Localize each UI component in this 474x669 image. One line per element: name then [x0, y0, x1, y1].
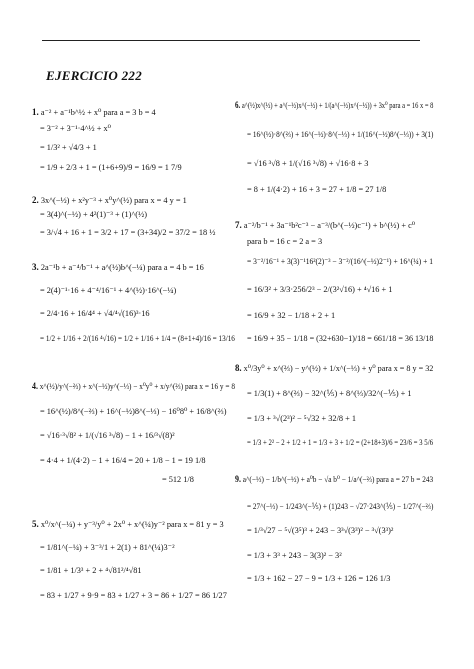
solution-step: = 16/9 + 35 − 1/18 = (32+630−1)/18 = 661/18 = 36 13/18 [247, 334, 434, 343]
solution-step: = 1/3 + 2² − 2 + 1/2 + 1 = 1/3 + 3 + 1/2 = (2+18+3)/6 = 23/6 = 3 5/6 [247, 438, 434, 447]
solution-step: = 2(4)⁻¹·16 + 4⁻⁴/16⁻¹ + 4^(½)·16^(−¼) [40, 286, 177, 295]
solution-step: = 1/3 + 3³ + 243 − 3(3)² − 3² [247, 551, 342, 560]
solution-step: = 3⁻² + 3⁻¹·4^½ + x⁰ [40, 124, 111, 133]
solution-step: = 4·4 + 1/(4·2) − 1 + 16/4 = 20 + 1/8 − 1 = 19 1/8 [40, 456, 206, 465]
solution-step: = 16/9 + 32 − 1/18 + 2 + 1 [247, 311, 336, 320]
exercise-expression: x⁰/x^(−¼) + y⁻³/y⁰ + 2x⁰ + x^(¼)y⁻² para x = 81 y = 3 [40, 520, 224, 529]
exercise-number: 4. [32, 381, 38, 391]
exercise-statement [32, 382, 235, 391]
exercise-number: 1. [32, 107, 39, 117]
solution-step: = 1/3 + 162 − 27 − 9 = 1/3 + 126 = 126 1/3 [247, 574, 391, 583]
solution-step: = 16/3² + 3/3·256/2³ − 2/(3²√16) + ⁴√16 + 1 [247, 285, 393, 294]
solution-step: = 1/3 + ³√(2³)² − ⁵√32 + 32/8 + 1 [247, 414, 356, 423]
exercise-expression: a⁻²/b⁻¹ + 3a⁻¹b²c⁻³ − a⁻³/(b^(−½)c⁻¹) + b^(½) + c⁰ [243, 221, 416, 230]
solution-step: para b = 16 c = 2 a = 3 [247, 237, 323, 246]
solution-step: = 1/81^(−¼) + 3⁻³/1 + 2(1) + 81^(¼)3⁻² [40, 543, 175, 552]
solution-step: = 2/4·16 + 16/4⁴ + √4/⁴√(16)³·16 [40, 309, 150, 318]
exercise-number: 9. [235, 474, 241, 484]
exercise-statement [32, 196, 187, 205]
exercise-statement [235, 364, 433, 373]
exercise-number: 2. [32, 195, 39, 205]
page-title: EJERCICIO 222 [46, 68, 143, 83]
exercise-expression: 2a⁻¹b + a⁻⁴/b⁻¹ + a^(½)b^(−¼) para a = 4 b = 16 [40, 263, 204, 272]
exercise-number: 3. [32, 262, 39, 272]
solution-step: = 8 + 1/(4·2) + 16 + 3 = 27 + 1/8 = 27 1/8 [247, 185, 387, 194]
exercise-statement [235, 221, 415, 230]
solution-step: = 1/3(1) + 8^(⅔) − 32^(⅕) + 8^(⅓)/32^(−⅕) + 1 [247, 389, 412, 398]
solution-step: = 3(4)^(−½) + 4²(1)⁻³ + (1)^(½) [40, 210, 148, 219]
exercise-expression: a⁻² + a⁻¹b^½ + x⁰ para a = 3 b = 4 [40, 108, 156, 117]
exercise-statement [32, 520, 224, 529]
solution-step: = 1/3² + √4/3 + 1 [40, 143, 97, 152]
solution-step: = 3/√4 + 16 + 1 = 3/2 + 17 = (3+34)/2 = 37/2 = 18 ½ [40, 228, 216, 237]
solution-step: = 27^(−⅓) − 1/243^(−⅕) + (1)243 − √27·243^(⅕) − 1/27^(−⅔) [247, 502, 434, 511]
exercise-expression: 3x^(−½) + x²y⁻³ + x⁰y^(½) para x = 4 y = 1 [40, 196, 187, 205]
solution-step: = 16^(½)·8^(⅔) + 16^(−½)·8^(−⅓) + 1/(16^(−½)8^(−⅓)) + 3(1) [247, 130, 434, 139]
solution-step: = 3⁻²/16⁻¹ + 3(3)⁻¹16²(2)⁻³ − 3⁻²/(16^(−½)2⁻¹) + 16^(¼) + 1 [247, 257, 434, 266]
exercise-expression: x^(½)/y^(−⅔) + x^(−½)y^(−⅓) − x⁰y⁰ + x/y^(⅔) para x = 16 y = 8 [39, 382, 235, 391]
solution-step: = 1/9 + 2/3 + 1 = (1+6+9)/9 = 16/9 = 1 7/9 [40, 163, 182, 172]
exercise-expression: x⁰/3y⁰ + x^(⅔) − y^(½) + 1/x^(−⅓) + y⁰ para x = 8 y = 32 [243, 364, 434, 373]
solution-step: = 1/2 + 1/16 + 2/(16 ⁴√16) = 1/2 + 1/16 + 1/4 = (8+1+4)/16 = 13/16 [40, 334, 235, 343]
exercise-statement [235, 101, 433, 110]
top-rule [42, 40, 420, 41]
solution-step: = √16·³√8² + 1/(√16 ³√8) − 1 + 16/³√(8)² [40, 431, 175, 440]
exercise-number: 8. [235, 363, 242, 373]
exercise-expression: a^(−⅓) − 1/b^(−½) + a⁰b − √a b⁰ − 1/a^(−⅔) para a = 27 b = 243 [242, 475, 434, 484]
solution-step: = 16^(½)/8^(−⅔) + 16^(−½)8^(−⅓) − 16⁰8⁰ + 16/8^(⅔) [40, 407, 227, 416]
exercise-statement [235, 475, 433, 484]
exercise-number: 5. [32, 519, 39, 529]
solution-step: = 1/³√27 − ⁵√(3⁵)³ + 243 − 3³√(3³)² − ³√(3³)² [247, 526, 394, 535]
exercise-statement [32, 263, 204, 272]
exercise-number: 6. [235, 100, 241, 110]
solution-step: = 1/81 + 1/3³ + 2 + ⁴√81²/⁴√81 [40, 566, 142, 575]
exercise-expression: a^(½)x^(½) + a^(−½)x^(−½) + 1/(a^(−½)x^(−½)) + 3x⁰ para a = 16 x = 8 [241, 101, 434, 110]
solution-step: = 512 1/8 [162, 475, 194, 484]
exercise-statement [32, 108, 156, 117]
exercise-number: 7. [235, 220, 242, 230]
solution-step: = 83 + 1/27 + 9·9 = 83 + 1/27 + 3 = 86 + 1/27 = 86 1/27 [40, 591, 227, 600]
solution-step: = √16 ³√8 + 1/(√16 ³√8) + √16·8 + 3 [247, 159, 369, 168]
